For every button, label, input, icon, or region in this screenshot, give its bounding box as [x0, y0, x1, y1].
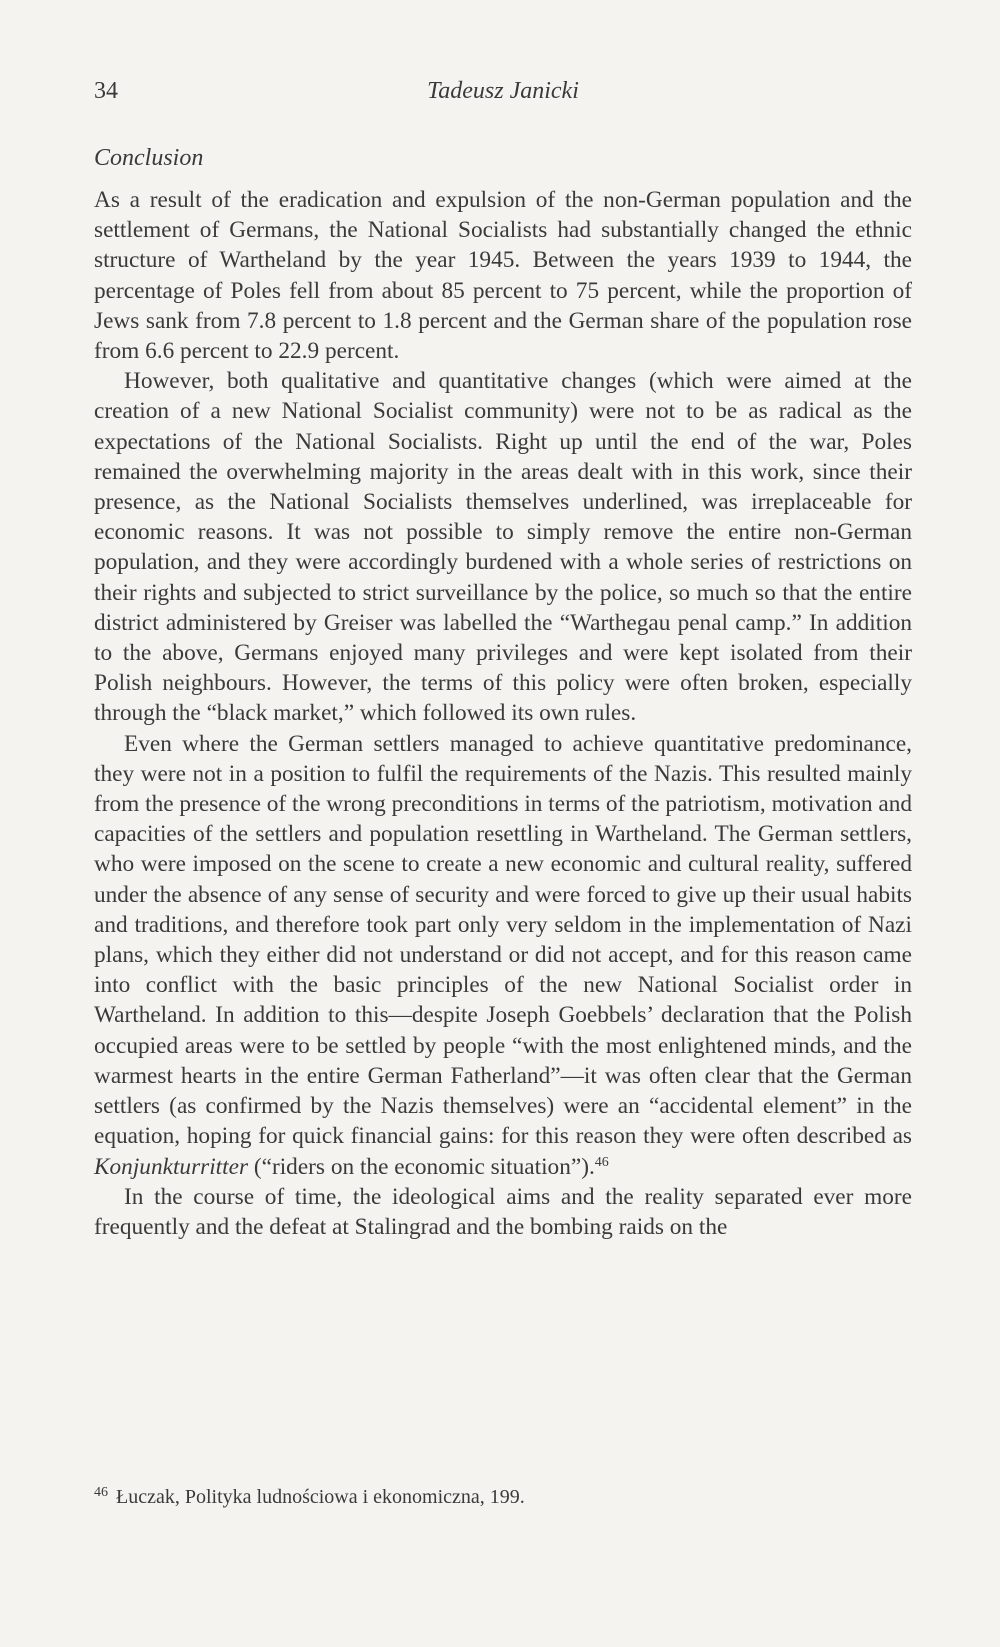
paragraph-4: In the course of time, the ideological aims and the reality separated ever more frequently and the defeat at Stalingrad and the bombing raids on the [94, 1183, 912, 1240]
running-head: Tadeusz Janicki [427, 78, 579, 104]
page-number: 34 [94, 78, 118, 104]
page-header [94, 78, 912, 114]
paragraph-3-emphasis: Konjunkturritter [94, 1153, 249, 1180]
footnote-text: Łuczak, Polityka ludnościowa i ekonomiczna, 199. [116, 1486, 525, 1508]
body-text [94, 185, 912, 1242]
footnote [94, 1484, 912, 1513]
paragraph-3-text: Even where the German settlers managed to achieve quantitative predominance, they were not in a position to fulfil the requirements of the Nazis. This resulted mainly from the presence of the wrong preconditions in terms of the patriotism, motivation and capacities of the settlers and population resettling in Wartheland. The German settlers, who were imposed on the scene to create a new economic and cultural reality, suffered under the absence of any sense of security and were forced to give up their usual habits and traditions, and therefore took part only very seldom in the implementation of Nazi plans, which they either did not understand or did not accept, and for this reason came into conflict with the basic principles of the new National Socialist order in Wartheland. In addition to this—despite Joseph Goebbels’ declaration that the Polish occupied areas were to be settled by people “with the most enlightened minds, and the warmest hearts in the entire German Fatherland”—it was often clear that the German settlers (as confirmed by the Nazis themselves) were an “accidental element” in the equation, hoping for quick financial gains: for this reason they were often described as [94, 730, 912, 1150]
section-title: Conclusion [94, 145, 204, 171]
footnote-number: 46 [94, 1485, 108, 1500]
paragraph-3 [94, 729, 912, 1182]
paragraph-2: However, both qualitative and quantitative changes (which were aimed at the creation of a new National Socialist community) were not to be as radical as the expectations of the National Socialists. Right up until the end of the war, Poles remained the overwhelming majority in the areas dealt with in this work, since their presence, as the National Socialists themselves underlined, was irreplaceable for economic reasons. It was not possible to simply remove the entire non-German population, and they were accordingly burdened with a whole series of restrictions on their rights and subjected to strict surveillance by the police, so much so that the entire district administered by Greiser was labelled the “Warthegau penal camp.” In addition to the above, Germans enjoyed many privileges and were kept isolated from their Polish neighbours. However, the terms of this policy were often broken, especially through the “black market,” which followed its own rules. [94, 368, 912, 727]
paragraph-3-tail: (“riders on the economic situation”). [248, 1153, 595, 1180]
paragraph-1: As a result of the eradication and expulsion of the non-German population and the settlement of Germans, the National Socialists had substantially changed the ethnic structure of Wartheland by the year 1945. Between the years 1939 to 1944, the percentage of Poles fell from about 85 percent to 75 percent, while the proportion of Jews sank from 7.8 percent to 1.8 percent and the German share of the population rose from 6.6 percent to 22.9 percent. [94, 187, 912, 365]
footnote-reference[interactable]: 46 [594, 1154, 609, 1170]
